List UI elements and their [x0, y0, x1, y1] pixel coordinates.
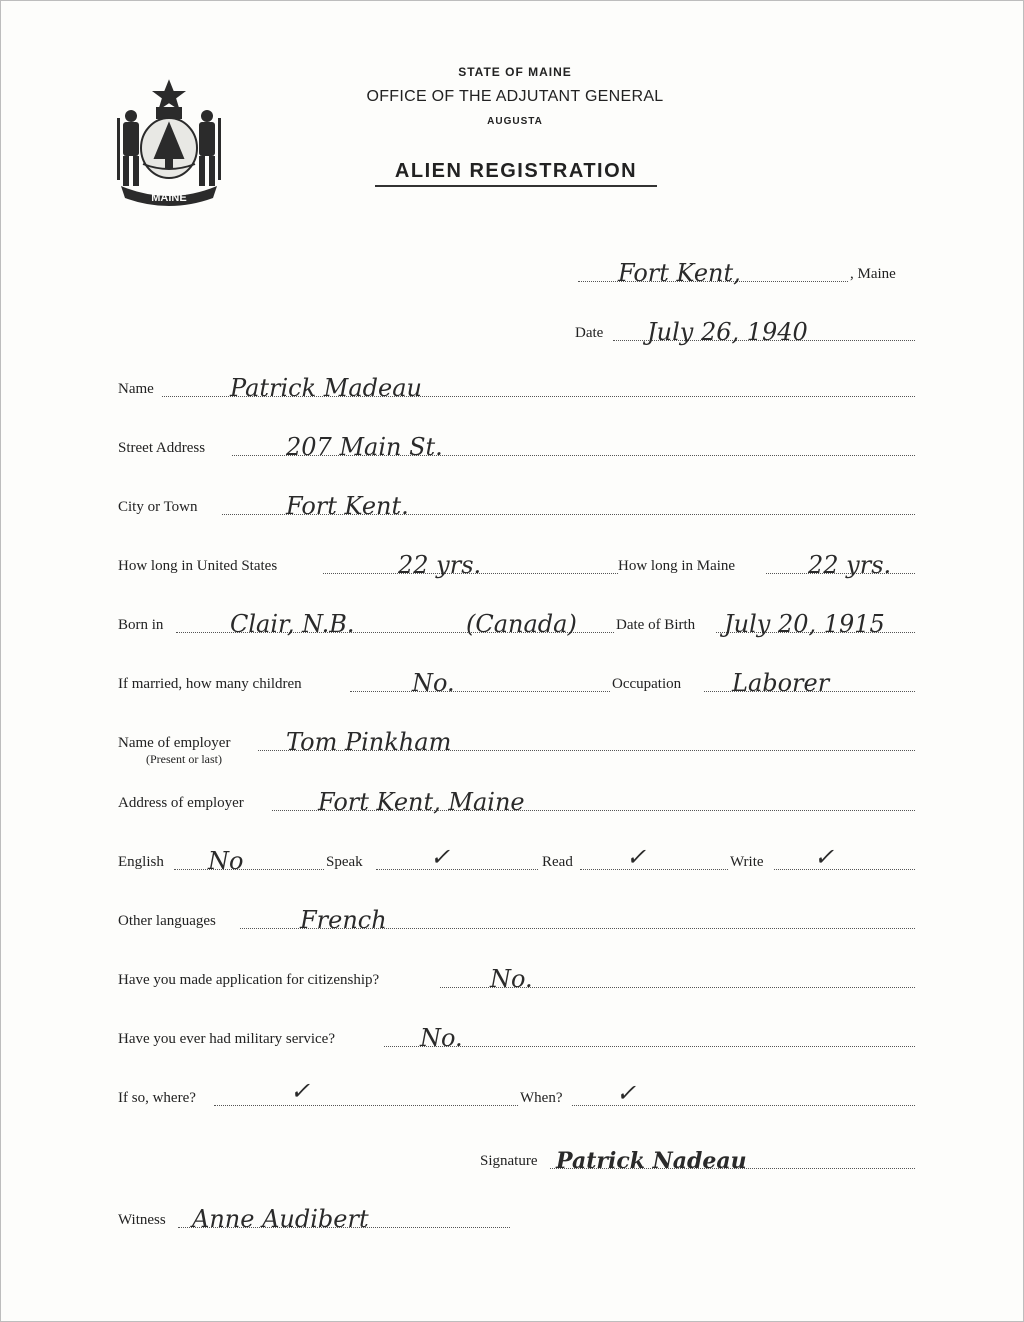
name-field — [118, 370, 915, 400]
how-long-maine-label: How long in Maine — [618, 558, 736, 574]
place-field — [578, 255, 918, 285]
employer-address-label: Address of employer — [118, 795, 244, 811]
date-of-birth-field — [616, 606, 915, 636]
born-in-country: (Canada) — [466, 610, 577, 638]
write-line — [774, 869, 915, 870]
other-languages-field — [118, 902, 915, 932]
speak-checkmark: ✓ — [430, 843, 451, 871]
header-city: AUGUSTA — [487, 116, 543, 127]
service-when-field — [520, 1079, 915, 1109]
occupation-label: Occupation — [612, 676, 682, 692]
city-field — [118, 488, 915, 518]
how-long-us-field — [118, 547, 618, 577]
place-label: , Maine — [850, 266, 896, 282]
read-checkmark: ✓ — [626, 843, 647, 871]
born-in-label: Born in — [118, 617, 164, 633]
city-value: Fort Kent. — [286, 492, 409, 520]
employer-field — [118, 724, 915, 754]
service-when-checkmark: ✓ — [616, 1079, 637, 1107]
city-label: City or Town — [118, 499, 198, 515]
name-label: Name — [118, 381, 154, 397]
speak-line — [376, 869, 538, 870]
english-line — [174, 869, 324, 870]
how-long-maine-value: 22 yrs. — [808, 551, 892, 579]
citizenship-field — [118, 961, 915, 991]
seal-text: MAINE — [151, 192, 187, 204]
english-label: English — [118, 854, 164, 870]
name-value: Patrick Madeau — [230, 374, 422, 402]
service-where-field — [118, 1079, 518, 1109]
language-skills-row — [118, 843, 915, 873]
date-field — [575, 314, 915, 344]
maine-state-seal-icon — [113, 78, 225, 208]
employer-address-field — [118, 784, 915, 814]
employer-label: Name of employer — [118, 735, 231, 751]
place-value: Fort Kent, — [618, 259, 741, 287]
witness-field — [118, 1197, 510, 1231]
citizenship-value: No. — [490, 965, 533, 993]
speak-label: Speak — [326, 854, 363, 870]
how-long-us-value: 22 yrs. — [398, 551, 482, 579]
write-checkmark: ✓ — [814, 843, 835, 871]
street-address-value: 207 Main St. — [286, 433, 443, 461]
citizenship-label: Have you made application for citizenship? — [118, 972, 380, 988]
date-of-birth-label: Date of Birth — [616, 617, 696, 633]
service-where-label: If so, where? — [118, 1090, 196, 1106]
street-address-field — [118, 429, 915, 459]
signature-field — [480, 1138, 915, 1172]
write-label: Write — [730, 854, 764, 870]
employer-sublabel: (Present or last) — [146, 752, 222, 766]
children-field — [118, 665, 610, 695]
english-value: No — [208, 847, 244, 875]
signature-label: Signature — [480, 1153, 538, 1169]
date-value: July 26, 1940 — [647, 318, 808, 346]
read-label: Read — [542, 854, 573, 870]
witness-label: Witness — [118, 1212, 166, 1228]
other-languages-value: French — [300, 906, 387, 934]
military-service-label: Have you ever had military service? — [118, 1031, 335, 1047]
read-line — [580, 869, 728, 870]
header-state: STATE OF MAINE — [458, 65, 572, 79]
street-address-label: Street Address — [118, 440, 206, 456]
military-service-field — [118, 1020, 915, 1050]
military-service-value: No. — [420, 1024, 463, 1052]
witness-value: Anne Audibert — [192, 1205, 369, 1233]
children-value: No. — [412, 669, 455, 697]
children-line — [350, 691, 610, 692]
born-in-field — [118, 606, 614, 636]
service-where-checkmark: ✓ — [290, 1077, 311, 1105]
signature-value: Patrick Nadeau — [556, 1148, 747, 1174]
born-in-value: Clair, N.B. — [230, 610, 355, 638]
how-long-us-label: How long in United States — [118, 558, 278, 574]
military-service-line — [384, 1046, 915, 1047]
how-long-maine-field — [618, 547, 915, 577]
employer-value: Tom Pinkham — [286, 728, 452, 756]
occupation-value: Laborer — [732, 669, 830, 697]
header-office: OFFICE OF THE ADJUTANT GENERAL — [366, 88, 664, 105]
employer-address-value: Fort Kent, Maine — [318, 788, 525, 816]
date-of-birth-value: July 20, 1915 — [724, 610, 885, 638]
children-label: If married, how many children — [118, 676, 302, 692]
form-title: ALIEN REGISTRATION — [375, 160, 657, 187]
service-where-line — [214, 1105, 518, 1106]
date-label: Date — [575, 325, 604, 341]
occupation-field — [612, 665, 915, 695]
service-when-label: When? — [520, 1090, 563, 1106]
other-languages-label: Other languages — [118, 913, 216, 929]
